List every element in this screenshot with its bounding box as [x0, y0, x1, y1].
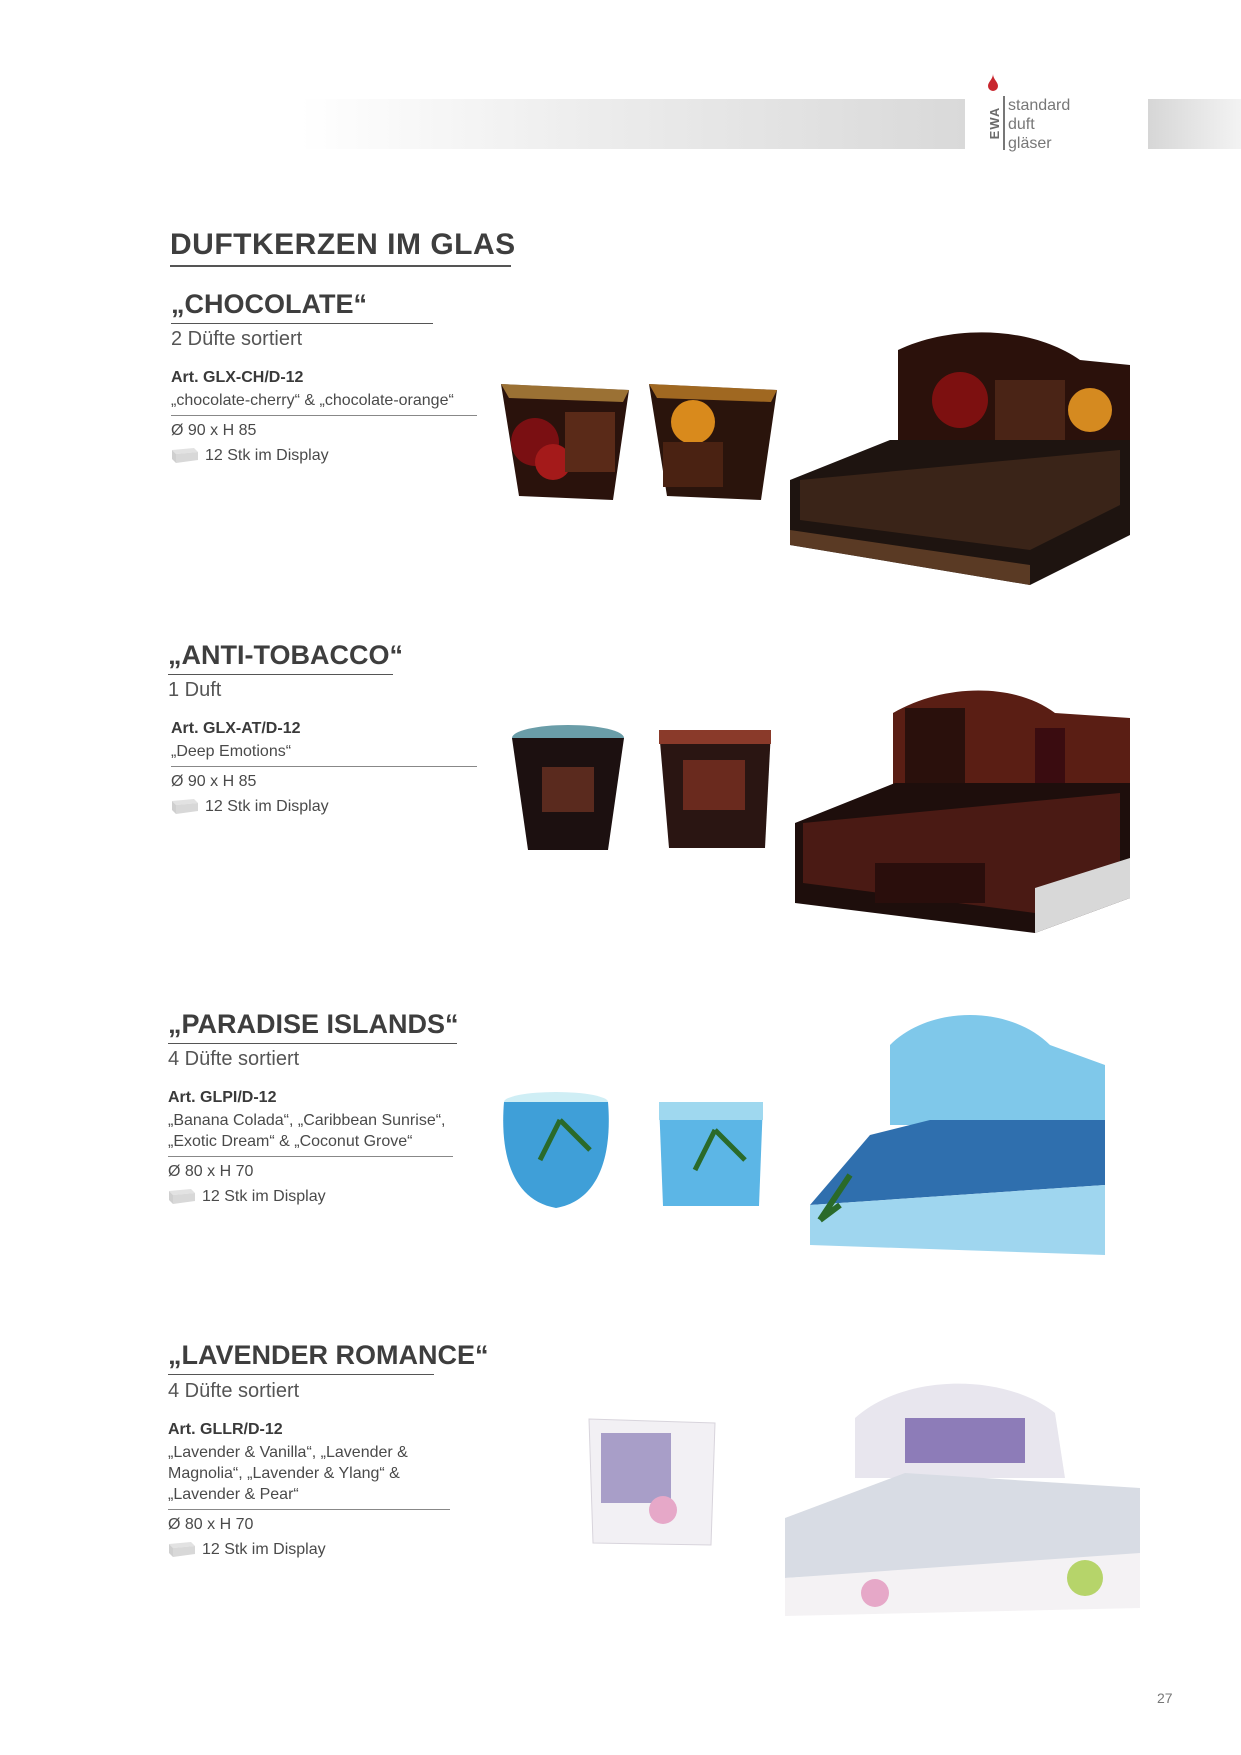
display-box-icon: [170, 795, 200, 815]
logo-divider: [1003, 96, 1005, 150]
product-subtitle: 4 Düfte sortiert: [168, 1048, 300, 1070]
scent-list: „Deep Emotions“: [171, 741, 477, 767]
scent-list: „Lavender & Vanilla“, „Lavender & Magnolia“, „Lavender & Ylang“ & „Lavender & Pear“: [168, 1442, 450, 1510]
display-box-image: [785, 1378, 1140, 1618]
flame-drop-icon: [988, 74, 998, 92]
candle-glass-image: [655, 720, 775, 855]
page-title: DUFTKERZEN IM GLAS: [170, 228, 511, 267]
dimensions: Ø 90 x H 85: [171, 422, 257, 439]
product-title: „CHOCOLATE“: [171, 289, 433, 324]
logo-words: [1008, 96, 1070, 153]
candle-glass-image: [643, 372, 783, 507]
product-title: „ANTI-TOBACCO“: [168, 640, 393, 675]
header-gradient-bar-right: [1148, 99, 1241, 149]
display-quantity: 12 Stk im Display: [205, 447, 329, 464]
candle-glass-image: [655, 1090, 767, 1212]
page-number: 27: [1157, 1690, 1173, 1706]
brand-logo: [982, 74, 1102, 154]
dimensions: Ø 90 x H 85: [171, 773, 257, 790]
candle-glass-image: [500, 1090, 612, 1212]
display-box-image: [790, 330, 1135, 585]
logo-brand-text: EWA: [987, 106, 1002, 140]
product-subtitle: 1 Duft: [168, 679, 222, 701]
scent-list: „Banana Colada“, „Caribbean Sunrise“, „Exotic Dream“ & „Coconut Grove“: [168, 1110, 453, 1157]
logo-word: gläser: [1008, 135, 1052, 152]
display-box-icon: [167, 1538, 197, 1558]
display-quantity: 12 Stk im Display: [205, 798, 329, 815]
dimensions: Ø 80 x H 70: [168, 1163, 254, 1180]
article-number: Art. GLPI/D-12: [168, 1089, 277, 1106]
candle-glass-image: [508, 722, 628, 857]
article-number: Art. GLX-CH/D-12: [171, 369, 304, 386]
product-title: „PARADISE ISLANDS“: [168, 1009, 457, 1044]
header-gradient-bar: [300, 99, 965, 149]
display-box-icon: [170, 444, 200, 464]
candle-box-image: [585, 1415, 720, 1550]
article-number: Art. GLX-AT/D-12: [171, 720, 301, 737]
display-quantity: 12 Stk im Display: [202, 1541, 326, 1558]
display-box-icon: [167, 1185, 197, 1205]
display-quantity: 12 Stk im Display: [202, 1188, 326, 1205]
scent-list: „chocolate-cherry“ & „chocolate-orange“: [171, 390, 477, 416]
article-number: Art. GLLR/D-12: [168, 1421, 283, 1438]
display-box-image: [795, 688, 1135, 933]
display-box-image: [810, 1005, 1110, 1260]
dimensions: Ø 80 x H 70: [168, 1516, 254, 1533]
product-title: „LAVENDER ROMANCE“: [168, 1340, 434, 1375]
logo-word: standard: [1008, 97, 1071, 114]
candle-glass-image: [495, 372, 635, 507]
product-subtitle: 4 Düfte sortiert: [168, 1380, 300, 1402]
logo-word: duft: [1008, 116, 1035, 133]
product-subtitle: 2 Düfte sortiert: [171, 328, 303, 350]
